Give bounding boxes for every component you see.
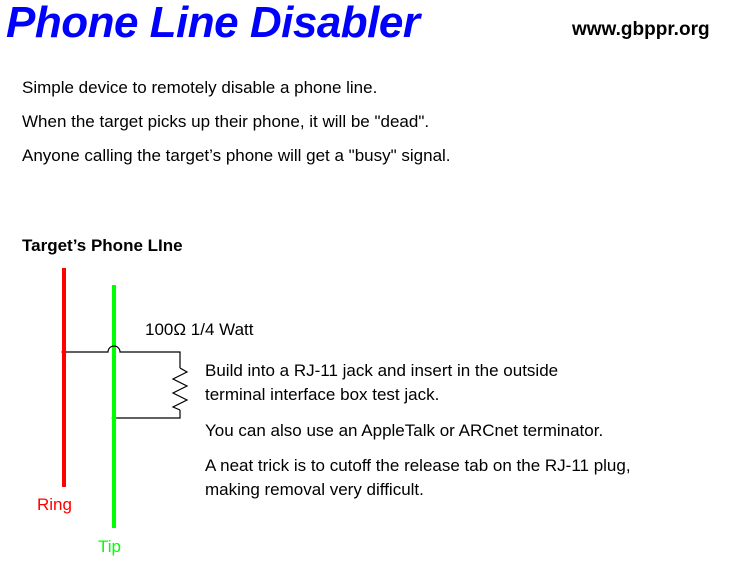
resistor-value-label: 100Ω 1/4 Watt bbox=[145, 320, 254, 339]
resistor-symbol bbox=[173, 368, 187, 410]
note-build-line-2: terminal interface box test jack. bbox=[205, 385, 440, 404]
tip-label: Tip bbox=[98, 537, 121, 556]
tip-junction bbox=[112, 416, 117, 421]
resistor-lead-top bbox=[64, 346, 180, 368]
phone-line-label: Target’s Phone LIne bbox=[22, 236, 183, 255]
intro-line-3: Anyone calling the target’s phone will get a "busy" signal. bbox=[22, 146, 451, 165]
ring-junction bbox=[62, 350, 67, 355]
intro-line-2: When the target picks up their phone, it will be "dead". bbox=[22, 112, 430, 131]
note-trick-line-2: making removal very difficult. bbox=[205, 480, 424, 499]
intro-line-1: Simple device to remotely disable a phone line. bbox=[22, 78, 378, 97]
note-build-line-1: Build into a RJ-11 jack and insert in the outside bbox=[205, 361, 559, 380]
note-trick-line-1: A neat trick is to cutoff the release tab on the RJ-11 plug, bbox=[205, 456, 631, 475]
site-url: www.gbppr.org bbox=[572, 19, 710, 40]
note-alternative: You can also use an AppleTalk or ARCnet terminator. bbox=[205, 421, 604, 440]
page-title: Phone Line Disabler bbox=[6, 0, 420, 47]
resistor-lead-bottom bbox=[114, 410, 180, 418]
ring-label: Ring bbox=[37, 495, 72, 514]
